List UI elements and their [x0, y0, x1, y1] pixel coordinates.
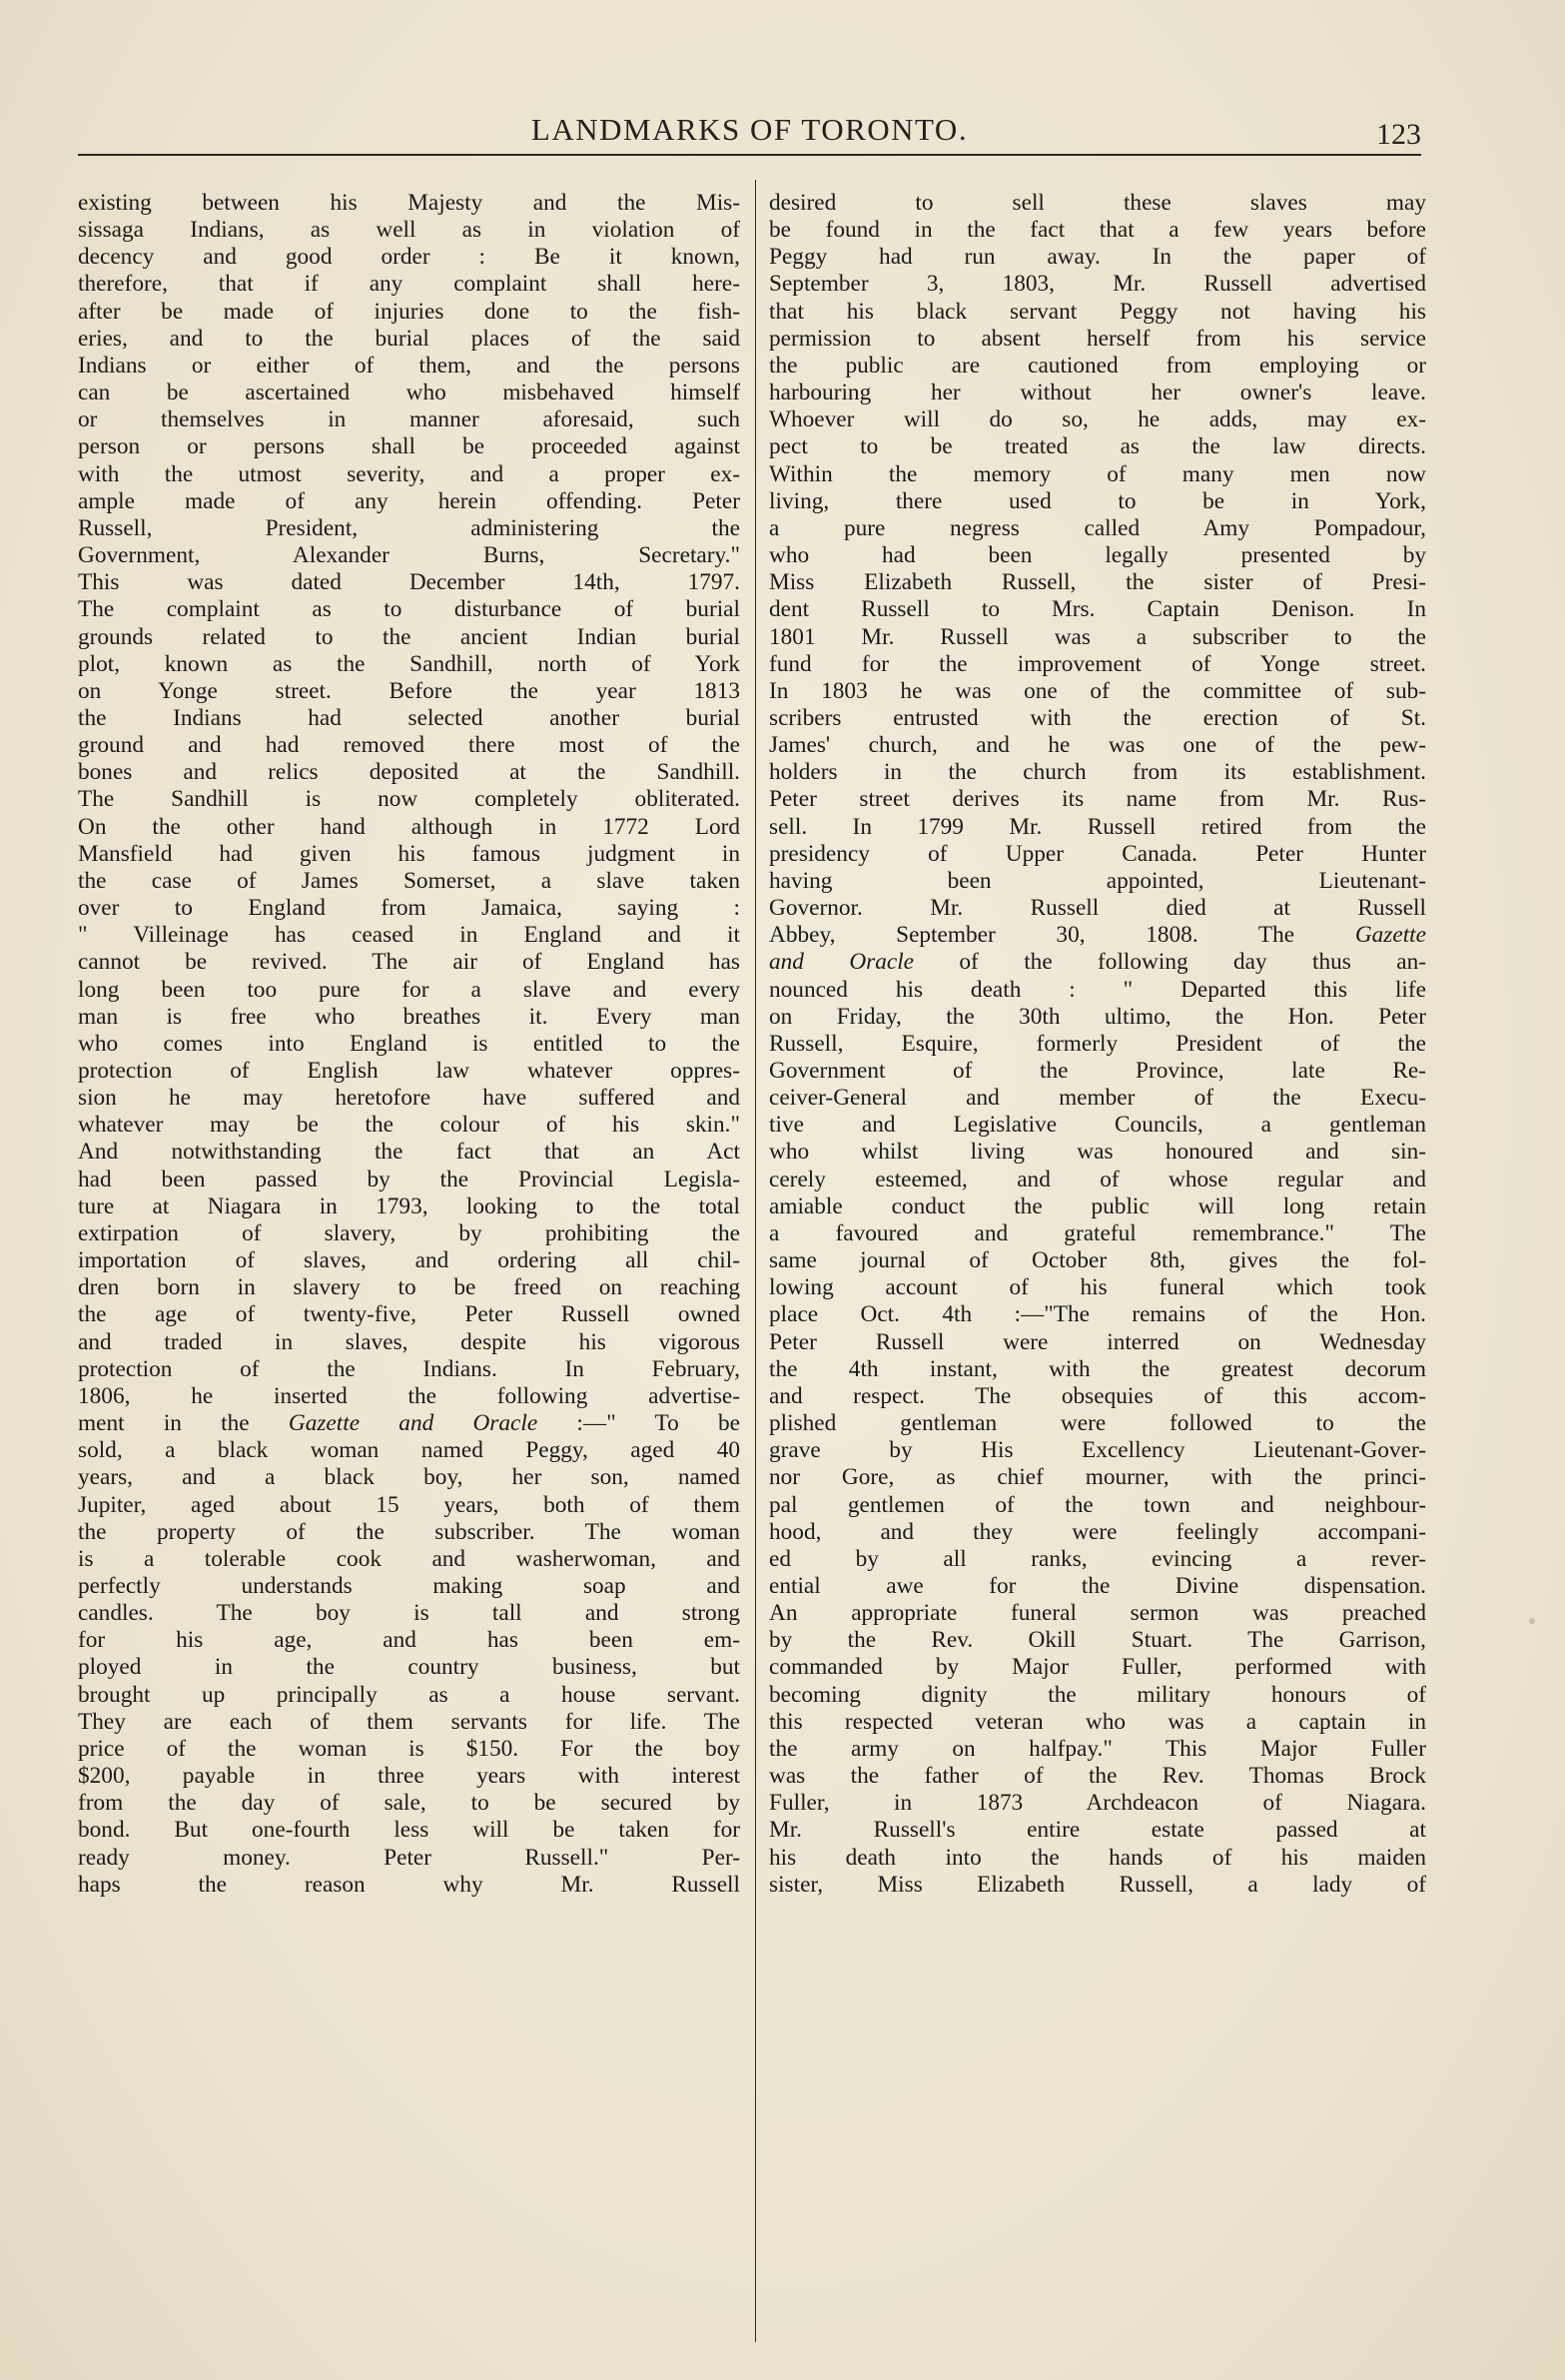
text-run: of the following day thus an-	[914, 949, 1426, 976]
text-line: same journal of October 8th, gives the fol-	[769, 1247, 1426, 1274]
text-line: dent Russell to Mrs. Captain Denison. In	[769, 596, 1426, 623]
text-line: nounced his death : " Departed this life	[769, 976, 1426, 1003]
text-line: dren born in slavery to be freed on reaching	[78, 1274, 740, 1301]
text-line: grounds related to the ancient Indian burial	[78, 623, 740, 650]
text-line: his death into the hands of his maiden	[769, 1844, 1426, 1871]
text-line: $200, payable in three years with interest	[78, 1763, 740, 1790]
text-line: place Oct. 4th :—"The remains of the Hon.	[769, 1301, 1426, 1328]
text-line: by the Rev. Okill Stuart. The Garrison,	[769, 1627, 1426, 1654]
text-line: holders in the church from its establishment.	[769, 759, 1426, 786]
text-line: sister, Miss Elizabeth Russell, a lady of	[769, 1871, 1426, 1898]
text-line: Within the memory of many men now	[769, 460, 1426, 487]
text-line: over to England from Jamaica, saying :	[78, 895, 740, 922]
text-line: 1801 Mr. Russell was a subscriber to the	[769, 623, 1426, 650]
text-line: scribers entrusted with the erection of St.	[769, 704, 1426, 731]
text-line: desired to sell these slaves may	[769, 190, 1426, 216]
text-line: bones and relics deposited at the Sandhill.	[78, 759, 740, 786]
text-line: or themselves in manner aforesaid, such	[78, 406, 740, 433]
text-line: Peter street derives its name from Mr. Rus-	[769, 786, 1426, 813]
text-line: existing between his Majesty and the Mis-	[78, 190, 740, 216]
left-column	[78, 190, 740, 1899]
text-line: the 4th instant, with the greatest decorum	[769, 1355, 1426, 1382]
text-run: :—" To be	[537, 1410, 740, 1437]
text-line: Mr. Russell's entire estate passed at	[769, 1817, 1426, 1844]
text-line: the property of the subscriber. The woman	[78, 1518, 740, 1545]
text-line: commanded by Major Fuller, performed with	[769, 1654, 1426, 1681]
text-line: Governor. Mr. Russell died at Russell	[769, 895, 1426, 922]
text-line: that his black servant Peggy not having his	[769, 298, 1426, 325]
text-line: An appropriate funeral sermon was preached	[769, 1600, 1426, 1627]
text-line: tive and Legislative Councils, a gentleman	[769, 1112, 1426, 1139]
text-line: this respected veteran who was a captain in	[769, 1708, 1426, 1735]
text-line: decency and good order : Be it known,	[78, 244, 740, 271]
text-line: plot, known as the Sandhill, north of York	[78, 650, 740, 677]
text-line: sell. In 1799 Mr. Russell retired from the	[769, 813, 1426, 840]
text-line	[769, 949, 1426, 976]
column-divider	[755, 180, 756, 2342]
text-line: ed by all ranks, evincing a rever-	[769, 1545, 1426, 1572]
text-line: the public are cautioned from employing or	[769, 352, 1426, 379]
text-line: harbouring her without her owner's leave.	[769, 380, 1426, 406]
text-line: on Friday, the 30th ultimo, the Hon. Peter	[769, 1003, 1426, 1030]
text-line: ture at Niagara in 1793, looking to the total	[78, 1192, 740, 1219]
text-line: importation of slaves, and ordering all chil-	[78, 1247, 740, 1274]
text-line: In 1803 he was one of the committee of sub-	[769, 677, 1426, 704]
text-line: the Indians had selected another burial	[78, 704, 740, 731]
text-line: who whilst living was honoured and sin-	[769, 1139, 1426, 1166]
text-line: Fuller, in 1873 Archdeacon of Niagara.	[769, 1790, 1426, 1817]
text-line: from the day of sale, to be secured by	[78, 1790, 740, 1817]
text-line: grave by His Excellency Lieutenant-Gover-	[769, 1437, 1426, 1464]
text-line: amiable conduct the public will long retain	[769, 1192, 1426, 1219]
text-line: Government of the Province, late Re-	[769, 1058, 1426, 1084]
italic-title: Gazette	[1354, 922, 1426, 949]
text-line: was the father of the Rev. Thomas Brock	[769, 1763, 1426, 1790]
text-line: ground and had removed there most of the	[78, 732, 740, 759]
text-line: extirpation of slavery, by prohibiting the	[78, 1219, 740, 1246]
text-line: had been passed by the Provincial Legisla-	[78, 1166, 740, 1192]
text-line: ready money. Peter Russell." Per-	[78, 1844, 740, 1871]
text-line: the age of twenty-five, Peter Russell owned	[78, 1301, 740, 1328]
text-line: ceiver-General and member of the Execu-	[769, 1085, 1426, 1112]
text-line: lowing account of his funeral which took	[769, 1274, 1426, 1301]
text-line: the case of James Somerset, a slave taken	[78, 867, 740, 894]
text-line: Whoever will do so, he adds, may ex-	[769, 406, 1426, 433]
text-line: is a tolerable cook and washerwoman, and	[78, 1545, 740, 1572]
text-line: protection of English law whatever oppres-	[78, 1058, 740, 1084]
text-line: eries, and to the burial places of the said	[78, 325, 740, 352]
text-line: nor Gore, as chief mourner, with the princi-	[769, 1464, 1426, 1491]
text-line: and traded in slaves, despite his vigorous	[78, 1328, 740, 1355]
text-line: ential awe for the Divine dispensation.	[769, 1572, 1426, 1599]
text-line: years, and a black boy, her son, named	[78, 1464, 740, 1491]
text-run: ment in the	[78, 1410, 289, 1437]
text-line: sold, a black woman named Peggy, aged 40	[78, 1437, 740, 1464]
text-line: Government, Alexander Burns, Secretary."	[78, 542, 740, 569]
text-run: Abbey, September 30, 1808. The	[769, 922, 1295, 949]
text-line	[78, 1410, 740, 1437]
text-line: a pure negress called Amy Pompadour,	[769, 514, 1426, 541]
text-line: cannot be revived. The air of England has	[78, 949, 740, 976]
text-line: ployed in the country business, but	[78, 1654, 740, 1681]
text-line: the army on halfpay." This Major Fuller	[769, 1735, 1426, 1762]
running-head	[78, 112, 1421, 152]
text-line: person or persons shall be proceeded against	[78, 433, 740, 460]
text-line: permission to absent herself from his service	[769, 325, 1426, 352]
text-line: September 3, 1803, Mr. Russell advertised	[769, 271, 1426, 298]
text-line: Indians or either of them, and the persons	[78, 352, 740, 379]
text-line: long been too pure for a slave and every	[78, 976, 740, 1003]
text-line: haps the reason why Mr. Russell	[78, 1871, 740, 1898]
text-line: Jupiter, aged about 15 years, both of them	[78, 1491, 740, 1518]
text-line: Peter Russell were interred on Wednesday	[769, 1328, 1426, 1355]
text-line: " Villeinage has ceased in England and it	[78, 922, 740, 949]
text-line: And notwithstanding the fact that an Act	[78, 1139, 740, 1166]
text-line: perfectly understands making soap and	[78, 1572, 740, 1599]
text-line: This was dated December 14th, 1797.	[78, 569, 740, 596]
text-line: pal gentlemen of the town and neighbour-	[769, 1491, 1426, 1518]
text-line: bond. But one-fourth less will be taken for	[78, 1817, 740, 1844]
text-line: and respect. The obsequies of this accom-	[769, 1382, 1426, 1409]
paper-speck	[1529, 1618, 1535, 1624]
text-line: be found in the fact that a few years before	[769, 217, 1426, 244]
text-line: man is free who breathes it. Every man	[78, 1003, 740, 1030]
text-line: a favoured and grateful remembrance." The	[769, 1219, 1426, 1246]
text-line: hood, and they were feelingly accompani-	[769, 1518, 1426, 1545]
text-line: for his age, and has been em-	[78, 1627, 740, 1654]
text-line: Peggy had run away. In the paper of	[769, 244, 1426, 271]
text-line: cerely esteemed, and of whose regular and	[769, 1166, 1426, 1192]
text-line: pect to be treated as the law directs.	[769, 433, 1426, 460]
text-line: presidency of Upper Canada. Peter Hunter	[769, 840, 1426, 867]
text-line: with the utmost severity, and a proper ex-	[78, 460, 740, 487]
text-line: brought up principally as a house servant.	[78, 1681, 740, 1708]
text-line: 1806, he inserted the following advertise-	[78, 1382, 740, 1409]
text-line: who comes into England is entitled to the	[78, 1030, 740, 1057]
text-line: living, there used to be in York,	[769, 487, 1426, 514]
text-line: plished gentleman were followed to the	[769, 1410, 1426, 1437]
text-line: on Yonge street. Before the year 1813	[78, 677, 740, 704]
text-line: who had been legally presented by	[769, 542, 1426, 569]
text-line: James' church, and he was one of the pew-	[769, 732, 1426, 759]
text-line: therefore, that if any complaint shall here-	[78, 271, 740, 298]
text-line: The Sandhill is now completely obliterated.	[78, 786, 740, 813]
text-line	[769, 922, 1426, 949]
running-title: LANDMARKS OF TORONTO.	[530, 112, 969, 147]
text-line: Russell, Esquire, formerly President of the	[769, 1030, 1426, 1057]
text-line: price of the woman is $150. For the boy	[78, 1735, 740, 1762]
header-rule	[78, 154, 1421, 156]
text-line: whatever may be the colour of his skin."	[78, 1112, 740, 1139]
text-line: Miss Elizabeth Russell, the sister of Presi-	[769, 569, 1426, 596]
right-column	[769, 190, 1426, 1899]
text-line: Mansfield had given his famous judgment in	[78, 840, 740, 867]
text-line: protection of the Indians. In February,	[78, 1355, 740, 1382]
text-line: On the other hand although in 1772 Lord	[78, 813, 740, 840]
italic-title: and Oracle	[769, 949, 915, 976]
text-line: ample made of any herein offending. Peter	[78, 487, 740, 514]
page-number: 123	[1376, 118, 1421, 151]
italic-title: Gazette and Oracle	[288, 1410, 538, 1437]
text-line: can be ascertained who misbehaved himself	[78, 380, 740, 406]
text-line: They are each of them servants for life. The	[78, 1708, 740, 1735]
text-line: fund for the improvement of Yonge street.	[769, 650, 1426, 677]
text-line: The complaint as to disturbance of burial	[78, 596, 740, 623]
text-line: candles. The boy is tall and strong	[78, 1600, 740, 1627]
text-line: becoming dignity the military honours of	[769, 1681, 1426, 1708]
text-line: after be made of injuries done to the fish-	[78, 298, 740, 325]
text-line: sissaga Indians, as well as in violation of	[78, 217, 740, 244]
text-line: sion he may heretofore have suffered and	[78, 1085, 740, 1112]
text-line: Russell, President, administering the	[78, 514, 740, 541]
text-line: having been appointed, Lieutenant-	[769, 867, 1426, 894]
